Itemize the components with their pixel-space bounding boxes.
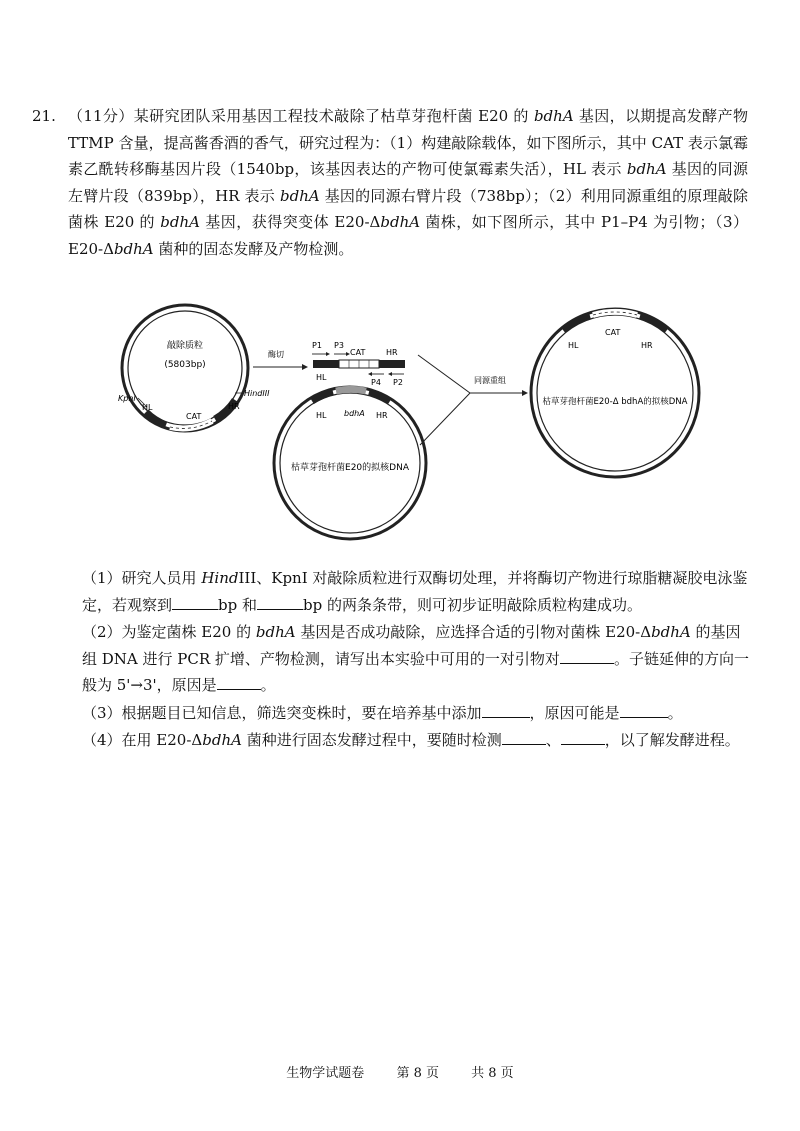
answer-blank-q4-1[interactable] <box>502 730 546 745</box>
footer-total: 共 8 页 <box>471 1066 514 1081</box>
primer-p2: P2 <box>393 378 403 387</box>
mutant-dna-label: 枯草芽孢杆菌E20-Δ bdhA的拟核DNA <box>542 397 688 407</box>
gene-name: bdhA <box>202 731 242 749</box>
mutant-hr-segment <box>640 316 667 330</box>
gene-name: bdhA <box>160 213 200 231</box>
plasmid-cat-label: CAT <box>186 412 202 421</box>
q1-text-c: bp 和 <box>218 595 257 614</box>
wt-bdha-segment <box>336 389 366 391</box>
fragment-cat-label: CAT <box>350 348 366 357</box>
page-footer <box>0 1062 800 1081</box>
intro-text-4: 基因的同源右臂片段（738bp）；（2）利用同源重组的原理敲除菌株 E20 的 <box>68 186 748 231</box>
gene-name: bdhA <box>279 186 320 205</box>
mutant-cat-label: CAT <box>605 328 621 337</box>
q4-text-b: 菌种进行固态发酵过程中，要随时检测 <box>241 731 502 749</box>
fragment-hr <box>379 360 405 368</box>
plasmid-hl-label: HL <box>142 403 153 412</box>
gene-name: bdhA <box>533 107 574 125</box>
q3-text-b: ，原因可能是 <box>529 704 620 722</box>
knockout-figure <box>0 285 800 555</box>
q2-text-d: 。子链延伸的方向一般为 5'→3'，原因是 <box>82 649 749 694</box>
answer-blank-q2-2[interactable] <box>217 675 261 690</box>
intro-text-1: 某研究团队采用基因工程技术敲除了枯草芽孢杆菌 E20 的 <box>133 107 534 125</box>
footer-page: 第 8 页 <box>396 1066 439 1081</box>
mutant-hl-label: HL <box>568 341 579 350</box>
digest-label: 酶切 <box>268 350 284 359</box>
plasmid-size: (5803bp) <box>164 360 206 370</box>
sub-question-4 <box>82 727 762 754</box>
question-intro <box>32 103 749 262</box>
footer-subject: 生物学试题卷 <box>286 1066 365 1081</box>
primer-p1: P1 <box>312 341 322 350</box>
q4-text-a: （4）在用 E20-Δ <box>82 731 203 749</box>
hind-label: HindIII <box>244 389 270 398</box>
question-score: （11分） <box>68 107 134 125</box>
q1-hind: Hind <box>201 569 239 587</box>
recomb-label: 同源重组 <box>474 376 506 385</box>
gene-name: bdhA <box>626 160 667 178</box>
plasmid-hr-label: HR <box>228 402 240 411</box>
plasmid-hl-segment <box>146 412 166 425</box>
sub-question-2 <box>82 619 752 699</box>
q4-text-c: 、 <box>545 731 561 749</box>
q1-text-d: bp 的两条条带，则可初步证明敲除质粒构建成功。 <box>303 595 642 614</box>
q2-text-c: 的基因组 DNA 进行 PCR 扩增、产物检测，请写出本实验中可用的一对引物对 <box>82 623 741 668</box>
answer-blank-q4-2[interactable] <box>561 730 605 745</box>
answer-blank-q3-1[interactable] <box>482 703 530 718</box>
answer-blank-q1-1[interactable] <box>172 595 218 610</box>
fragment-hr-label: HR <box>386 348 398 357</box>
kpn-label: KpnI <box>118 394 136 403</box>
q2-text-b: 基因是否成功敲除，应选择合适的引物对菌株 E20-Δ <box>295 623 652 641</box>
answer-blank-q2-1[interactable] <box>560 649 614 664</box>
q3-text-a: （3）根据题目已知信息，筛选突变株时，要在培养基中添加 <box>82 704 482 722</box>
q2-text-a: （2）为鉴定菌株 E20 的 <box>82 623 256 641</box>
q3-text-c: 。 <box>667 704 683 722</box>
sub-question-3 <box>82 700 752 727</box>
intro-text-3: 基因的同源左臂片段（839bp），HR 表示 <box>68 160 748 205</box>
intro-text-2: 基因，以期提高发酵产物 TTMP 含量，提高酱香酒的香气，研究过程为：（1）构建敲除载体，如下图所示，其中 CAT 表示氯霉素乙酰转移酶基因片段（1540bp，该基因表达的产物可使氯霉素失活），HL 表示 <box>68 107 749 178</box>
q4-text-d: ，以了解发酵进程。 <box>604 731 740 749</box>
fragment-hl-label: HL <box>316 373 327 382</box>
wt-hl-segment <box>312 392 333 401</box>
gene-name: bdhA <box>651 623 691 641</box>
wt-hl-label: HL <box>316 411 327 420</box>
gene-name: bdhA <box>380 213 421 231</box>
q1-text-b: III、KpnI 对敲除质粒进行双酶切处理，并将酶切产物进行琼脂糖凝胶电泳鉴定，若观察到 <box>82 569 748 614</box>
gene-name: bdhA <box>255 623 296 641</box>
primer-p4: P4 <box>371 378 381 387</box>
mutant-hr-label: HR <box>641 341 653 350</box>
intro-text-7: 菌种的固态发酵及产物检测。 <box>153 239 354 258</box>
intro-text-5: 基因，获得突变体 E20-Δ <box>199 213 381 231</box>
wt-dna-label: 枯草芽孢杆菌E20的拟核DNA <box>291 463 409 473</box>
q1-text-a: （1）研究人员用 <box>82 569 202 587</box>
sub-question-1 <box>82 565 752 618</box>
plasmid-name: 敲除质粒 <box>166 341 204 351</box>
gene-name: bdhA <box>113 239 154 258</box>
answer-blank-q1-2[interactable] <box>257 595 303 610</box>
mutant-hl-segment <box>563 316 590 330</box>
q2-text-e: 。 <box>260 676 276 694</box>
primer-p3: P3 <box>334 341 344 350</box>
intro-text-6: 菌株，如下图所示，其中 P1–P4 为引物；（3）E20-Δ <box>68 213 748 258</box>
question-number: 21. <box>32 107 56 125</box>
wt-bdha-label: bdhA <box>344 409 365 418</box>
fragment-hl <box>313 360 339 368</box>
answer-blank-q3-2[interactable] <box>620 703 668 718</box>
wt-hr-label: HR <box>376 411 388 420</box>
